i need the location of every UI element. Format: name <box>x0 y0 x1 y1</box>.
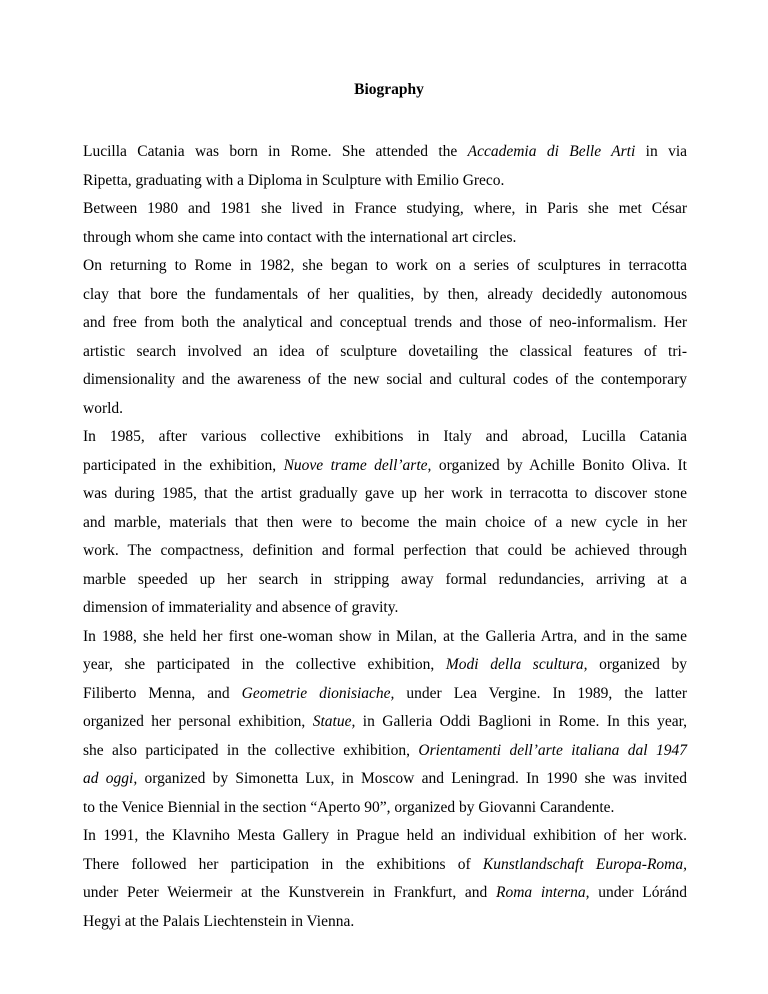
paragraph <box>83 423 687 623</box>
text-run: participated in the exhibition, <box>83 456 284 474</box>
text-line <box>83 252 687 281</box>
text-line <box>83 395 687 424</box>
text-run: through whom she came into contact with the international art circles. <box>83 228 517 246</box>
text-run: was during 1985, that the artist gradually gave up her work in terracotta to discover stone <box>83 485 687 502</box>
text-line <box>83 908 687 937</box>
paragraph <box>83 252 687 423</box>
text-run: Ripetta, graduating with a Diploma in Sculpture with Emilio Greco. <box>83 171 505 189</box>
paragraph <box>83 138 687 195</box>
text-run: dimensionality and the awareness of the new social and cultural codes of the contemporary <box>83 371 687 388</box>
italic-title: Roma interna, <box>496 884 590 901</box>
text-run: On returning to Rome in 1982, she began to work on a series of sculptures in terracotta <box>83 257 687 274</box>
document-title: Biography <box>354 81 424 98</box>
text-line <box>83 224 687 253</box>
text-line <box>83 623 687 652</box>
italic-title: Modi della scultura, <box>445 656 588 673</box>
text-run: In 1988, she held her first one-woman show in Milan, at the Galleria Artra, and in the same <box>83 627 687 645</box>
text-line <box>83 366 687 395</box>
text-line <box>83 794 687 823</box>
text-run: world. <box>83 399 124 417</box>
text-line <box>83 822 687 851</box>
text-line <box>83 879 687 908</box>
text-run: in Galleria Oddi Baglioni in Rome. In this year, <box>355 713 688 730</box>
text-line <box>83 195 687 224</box>
text-run: work. The compactness, definition and formal perfection that could be achieved through <box>83 542 687 559</box>
text-run: to the Venice Biennial in the section “Aperto 90”, organized by Giovanni Carandente. <box>83 798 615 816</box>
text-line <box>83 338 687 367</box>
paragraph <box>83 822 687 936</box>
italic-title: ad oggi, <box>83 770 138 787</box>
italic-title: Orientamenti dell’arte italiana dal 1947 <box>418 741 687 759</box>
text-line <box>83 737 687 766</box>
text-run: and marble, materials that then were to become the main choice of a new cycle in her <box>83 513 687 531</box>
text-line <box>83 281 687 310</box>
text-line <box>83 708 687 737</box>
text-run: dimension of immateriality and absence of gravity. <box>83 599 399 616</box>
text-run: Lucilla Catania was born in Rome. She attended the <box>83 143 468 160</box>
text-run: organized by <box>587 656 688 673</box>
text-run: under Peter Weiermeir at the Kunstverein in Frankfurt, and <box>83 884 496 901</box>
text-run: Hegyi at the Palais Liechtenstein in Vienna. <box>83 912 355 930</box>
text-line <box>83 566 687 595</box>
text-line <box>83 509 687 538</box>
text-line <box>83 765 687 794</box>
italic-title: Kunstlandschaft Europa-Roma, <box>482 855 687 873</box>
paragraph <box>83 623 687 823</box>
text-line <box>83 138 687 167</box>
text-run: organized by Achille Bonito Oliva. It <box>431 456 687 474</box>
text-run: clay that bore the fundamentals of her qualities, by then, already decidedly autonomous <box>83 285 687 303</box>
text-line <box>83 309 687 338</box>
text-run: in via <box>635 143 688 160</box>
text-run: Filiberto Menna, and <box>83 684 242 702</box>
paragraph <box>83 195 687 252</box>
text-run: she also participated in the collective exhibition, <box>83 741 419 759</box>
text-run: Between 1980 and 1981 she lived in France studying, where, in Paris she met César <box>83 200 687 217</box>
text-run: under Lea Vergine. In 1989, the latter <box>394 684 687 702</box>
text-line <box>83 680 687 709</box>
italic-title: Nuove trame dell’arte, <box>283 456 432 474</box>
text-line <box>83 594 687 623</box>
text-run: marble speeded up her search in stripping away formal redundancies, arriving at a <box>83 570 687 588</box>
biography-body <box>83 138 687 936</box>
text-run: under Lóránd <box>589 884 687 901</box>
text-run: organized by Simonetta Lux, in Moscow and Leningrad. In 1990 she was invited <box>137 770 687 787</box>
text-run: artistic search involved an idea of sculpture dovetailing the classical features of tri- <box>83 342 687 360</box>
text-line <box>83 452 687 481</box>
text-line <box>83 480 687 509</box>
text-line <box>83 167 687 196</box>
text-line <box>83 851 687 880</box>
italic-title: Statue, <box>312 713 356 730</box>
text-run: In 1991, the Klavniho Mesta Gallery in Prague held an individual exhibition of her work. <box>83 827 687 844</box>
text-line <box>83 651 687 680</box>
text-run: year, she participated in the collective exhibition, <box>83 656 446 673</box>
italic-title: Geometrie dionisiache, <box>241 684 395 702</box>
text-run: There followed her participation in the exhibitions of <box>83 855 483 873</box>
text-run: organized her personal exhibition, <box>83 713 313 730</box>
text-run: and free from both the analytical and conceptual trends and those of neo-informalism. Her <box>83 314 687 331</box>
text-line <box>83 537 687 566</box>
text-run: In 1985, after various collective exhibitions in Italy and abroad, Lucilla Catania <box>83 428 687 445</box>
italic-title: Accademia di Belle Arti <box>467 143 636 160</box>
text-line <box>83 423 687 452</box>
